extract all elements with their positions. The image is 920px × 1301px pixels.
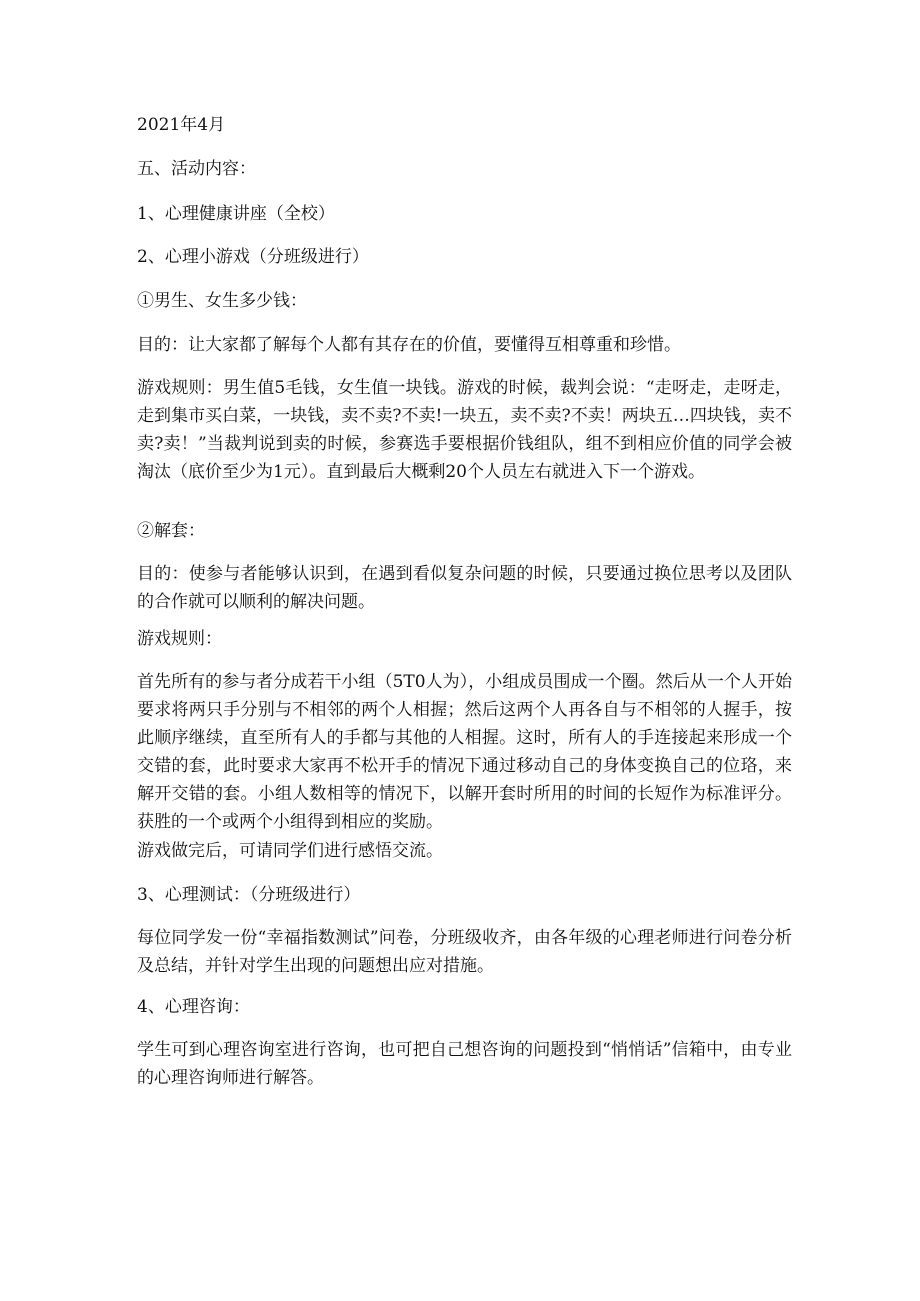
item-3-title: 3、心理测试：（分班级进行） [137,885,361,905]
game-1-purpose: 目的：让大家都了解每个人都有其存在的价值，要懂得互相尊重和珍惜。 [137,335,681,355]
section-heading: 五、活动内容： [137,159,256,179]
item-3-body: 每位同学发一份“幸福指数测试”问卷，分班级收齐，由各年级的心理老师进行问卷分析及总结，并针对学生出现的问题想出应对措施。 [137,928,792,976]
game-2-purpose: 目的：使参与者能够认识到，在遇到看似复杂问题的时候，只要通过换位思考以及团队的合作就可以顺利的解决问题。 [137,564,792,612]
game-1-title: ①男生、女生多少钱： [137,291,307,311]
item-1-title: 1、心理健康讲座（全校） [137,204,335,224]
item-2-title: 2、心理小游戏（分班级进行） [137,247,369,267]
item-4-body: 学生可到心理咨询室进行咨询，也可把自己想咨询的问题投到“悄悄话”信箱中，由专业的心理咨询师进行解答。 [137,1040,792,1088]
game-2-followup: 游戏做完后，可请同学们进行感悟交流。 [137,841,443,861]
game-1-rules: 游戏规则：男生值5毛钱，女生值一块钱。游戏的时候，裁判会说：“走呀走，走呀走，走到集市买白菜，一块钱，卖不卖?不卖!一块五，卖不卖?不卖！两块五…四块钱，卖不卖?卖！”当裁判说到卖的时候，参赛选手要根据价钱组队，组不到相应价值的同学会被淘汰（底价至少为1元）。直到最后大概剩20个人员左右就进入下一个游戏。 [137,378,792,482]
item-4-title: 4、心理咨询： [137,997,250,1017]
document-date: 2021年4月 [137,115,226,135]
game-2-rules: 首先所有的参与者分成若干小组（5T0人为），小组成员围成一个圈。然后从一个人开始要求将两只手分别与不相邻的两个人相握；然后这两个人再各自与不相邻的人握手，按此顺序继续，直至所有人的手都与其他的人相握。这时，所有人的手连接起来形成一个交错的套，此时要求大家再不松开手的情况下通过移动自己的身体变换自己的位珞，来解开交错的套。小组人数相等的情况下，以解开套时所用的时间的长短作为标准评分。获胜的一个或两个小组得到相应的奖励。 [137,672,792,832]
game-2-title: ②解套： [137,521,205,541]
game-2-rules-label: 游戏规则： [137,629,222,649]
